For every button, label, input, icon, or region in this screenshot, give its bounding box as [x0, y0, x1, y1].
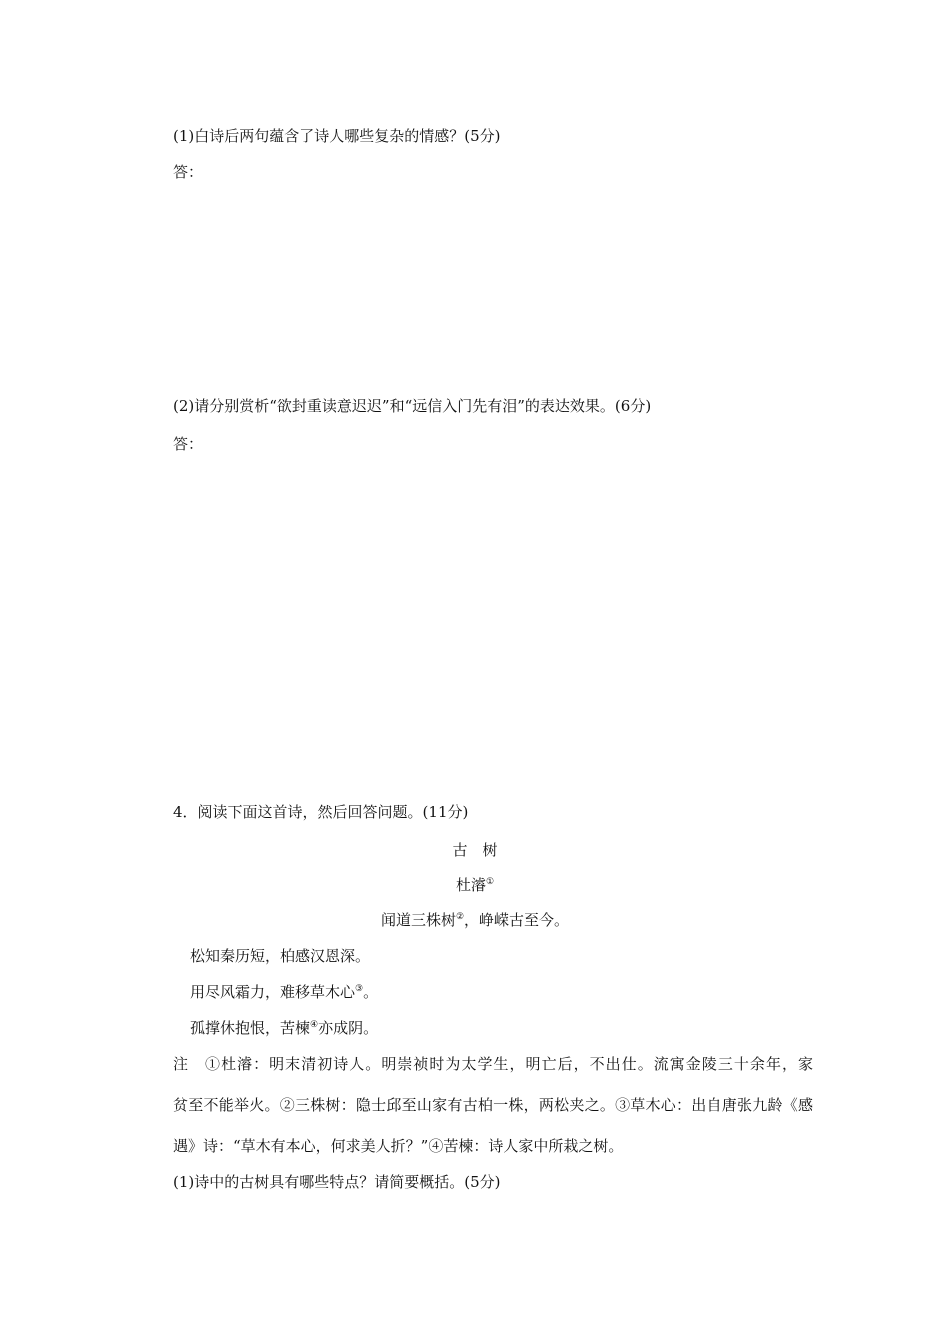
footnote-mark: ④: [310, 1020, 319, 1030]
footnote-mark: ①: [485, 877, 495, 887]
answer-label: 答：: [173, 163, 204, 181]
note-line: 贫至不能举火。②三株树：隐士邱至山家有古柏一株，两松夹之。③草木心：出自唐张九龄《感: [173, 1096, 813, 1114]
note-line: 注 ①杜濬：明末清初诗人。明崇祯时为太学生，明亡后，不出仕。流寓金陵三十余年，家: [173, 1055, 813, 1073]
poem-author: [0, 875, 950, 895]
poem-line: 闻道三株树②，峥嵘古至今。: [380, 911, 570, 929]
footnote-mark: ②: [455, 912, 465, 922]
poem-title: 古 树: [452, 841, 498, 859]
note-line: 遇》诗：“草木有本心，何求美人折？”④苦楝：诗人家中所栽之树。: [173, 1137, 624, 1155]
footnote-mark: ③: [355, 984, 364, 994]
author-name: 杜濬: [455, 876, 486, 894]
question-text: (2)请分别赏析“欲封重读意迟迟”和“远信入门先有泪”的表达效果。(6分): [173, 397, 652, 415]
question-4-part-1: (1)诗中的古树具有哪些特点？请简要概括。(5分): [173, 1173, 501, 1191]
poem-line: 孤撑休抱恨，苦楝④亦成阴。: [190, 1019, 379, 1037]
answer-label: 答：: [173, 435, 204, 453]
poem-line: 松知秦历短，柏感汉恩深。: [190, 947, 371, 965]
question-text: (1)白诗后两句蕴含了诗人哪些复杂的情感？(5分): [173, 127, 501, 145]
poem-line: 用尽风霜力，难移草木心③。: [190, 983, 379, 1001]
question-prompt: 4．阅读下面这首诗，然后回答问题。(11分): [173, 803, 469, 821]
